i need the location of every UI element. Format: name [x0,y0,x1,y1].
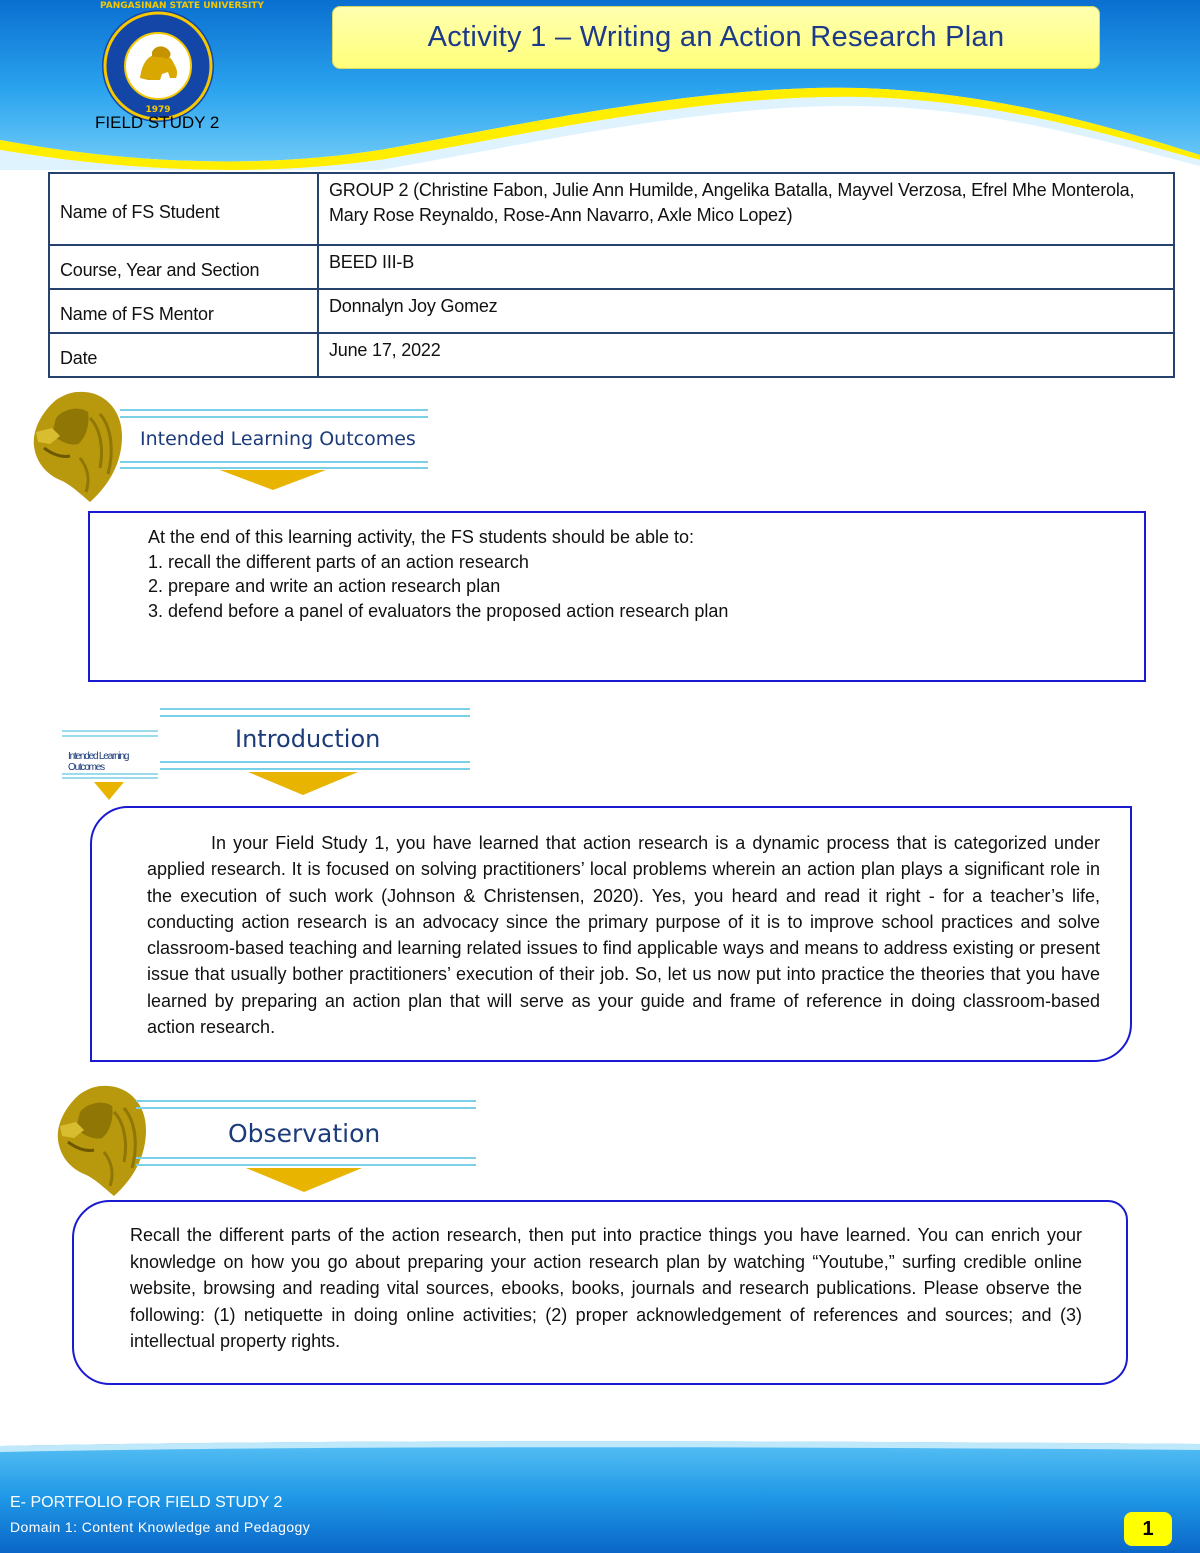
row-value-course: BEED III-B [318,245,1174,289]
row-label-mentor: Name of FS Mentor [49,289,318,333]
observation-title: Observation [228,1119,381,1148]
introduction-box [90,806,1132,1062]
banner-lines [110,406,430,494]
seal-year: 1979 [145,105,171,115]
activity-title-box [332,6,1100,69]
introduction-body: In your Field Study 1, you have learned that action research is a dynamic process that is categorized under applied research. It is focused on solving practitioners’ local problems wherein an action plan plays a significant role in the execution of such work (Johnson & Christensen, 2020). Yes, you heard and read it right - for a teacher’s life, conducting action research is an advocacy since the primary purpose of it is to improve school practices and solve classroom-based teaching and learning related issues to find applicable ways and means to address existing or present issue that usually bother practitioners’ execution of their job. So, let us now put into practice the theories that you have learned by preparing an action plan that will serve as your guide and frame of reference in doing classroom-based action research. [147,833,1100,1038]
page-number-badge: 1 [1124,1512,1172,1546]
outcome-item: 1. recall the different parts of an action research [148,551,529,572]
row-label-student: Name of FS Student [49,173,318,245]
university-seal-icon [100,1,264,124]
observation-banner [134,1098,478,1194]
table-row [49,289,1174,333]
introduction-banner [158,706,472,798]
row-label-date: Date [49,333,318,377]
table-row [49,245,1174,289]
student-info-table [48,172,1175,378]
mini-banner-title: Intended Learning Outcomes [68,751,129,773]
row-value-mentor: Donnalyn Joy Gomez [318,289,1174,333]
outcome-item: 2. prepare and write an action research plan [148,576,501,596]
table-row [49,333,1174,377]
outcomes-intro: At the end of this learning activity, the FS students should be able to: [148,527,694,547]
table-row [49,173,1174,245]
student-line-1: GROUP 2 (Christine Fabon, Julie Ann Humilde, Angelika Batalla, Mayvel Verzosa, Efrel Mhe Monterola, [329,180,1135,200]
observation-box [72,1200,1128,1385]
student-line-2: Mary Rose Reynaldo, Rose-Ann Navarro, Axle Mico Lopez) [329,205,793,225]
introduction-title: Introduction [235,725,381,753]
field-study-label: FIELD STUDY 2 [95,113,220,132]
row-value-date: June 17, 2022 [318,333,1174,377]
outcomes-banner [110,406,430,494]
footer-subtitle: Domain 1: Content Knowledge and Pedagogy [10,1519,311,1535]
row-label-course: Course, Year and Section [49,245,318,289]
footer-title: E- PORTFOLIO FOR FIELD STUDY 2 [10,1494,283,1511]
observation-body: Recall the different parts of the action research, then put into practice things you have learned. You can enrich your knowledge on how you go about preparing your action research plan by watching “Youtube,” surfing credible online website, browsing and reading vital sources, ebooks, books, journals and research publications. Please observe the following: (1) netiquette in doing online activities; (2) proper acknowledgement of references and sources; and (3) intellectual property rights. [130,1225,1082,1351]
outcome-item: 3. defend before a panel of evaluators the proposed action research plan [148,600,729,621]
outcomes-box [88,511,1146,682]
row-value-student [318,173,1174,245]
outcomes-title: Intended Learning Outcomes [140,428,416,450]
activity-title: Activity 1 – Writing an Action Research Plan [427,21,1005,53]
seal-university-text: PANGASINAN STATE UNIVERSITY [100,1,264,11]
introduction-mini-banner [60,728,160,804]
